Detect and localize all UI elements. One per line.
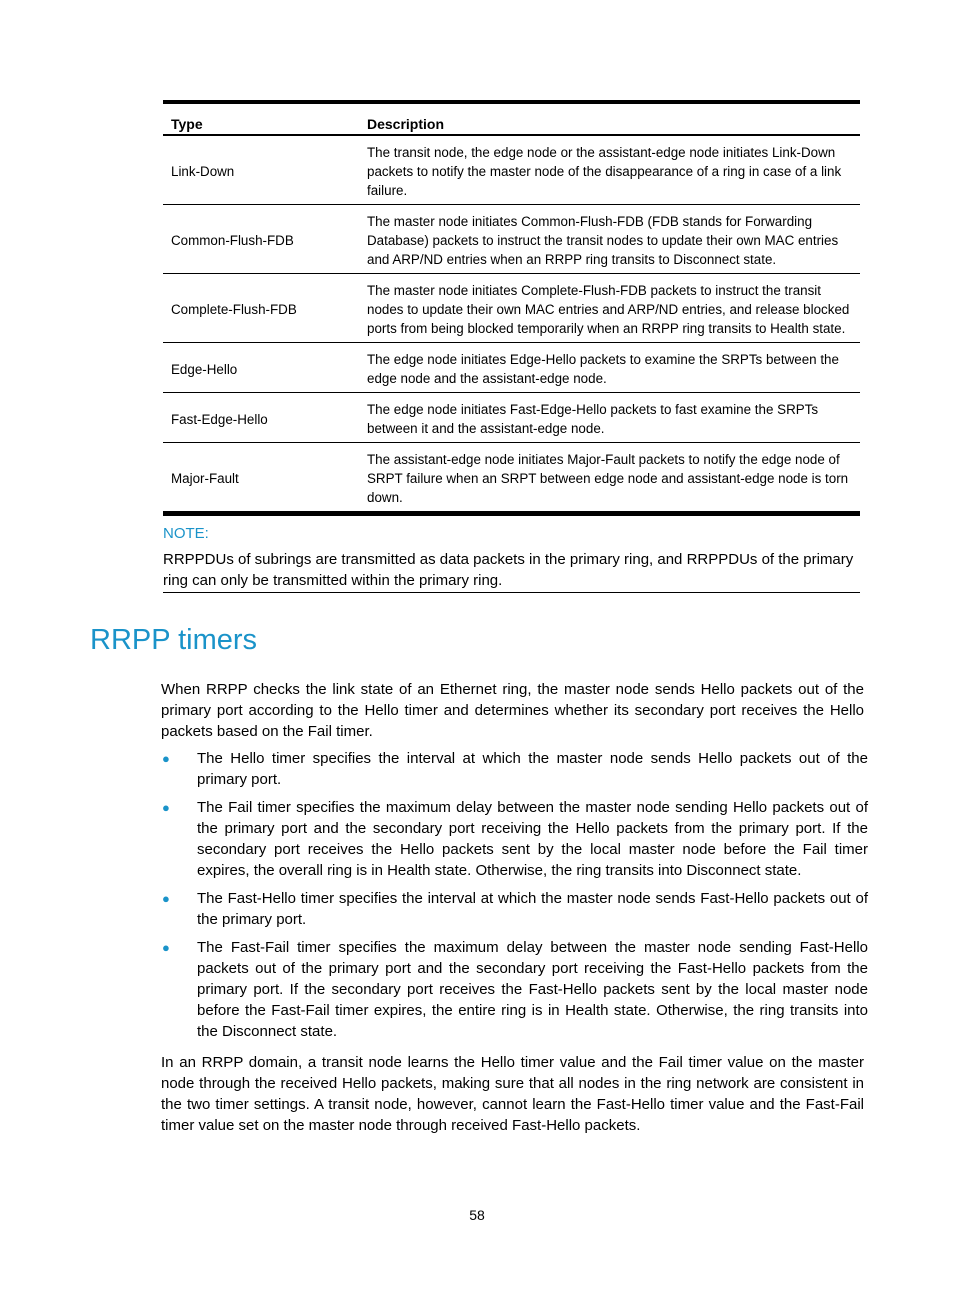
packet-type-table	[163, 100, 860, 515]
table-row	[163, 343, 860, 393]
row-type: Major-Fault	[163, 443, 359, 514]
table-row	[163, 135, 860, 205]
header-type: Type	[163, 102, 359, 135]
bullet-text: The Hello timer specifies the interval at which the master node sends Hello packets out of the primary port.	[197, 750, 868, 788]
table-row	[163, 274, 860, 343]
row-description: The master node initiates Common-Flush-FDB (FDB stands for Forwarding Database) packets to instruct the transit nodes to update their own MAC entries and ARP/ND entries when an RRPP ring transits to Disconnect state.	[359, 205, 860, 274]
list-item	[161, 748, 868, 790]
bullet-text: The Fail timer specifies the maximum delay between the master node sending Hello packets out of the primary port and the secondary port receiving the Hello packets from the primary port. If the secondary port receives the Hello packets sent by the local master node before the Fail timer expires, the overall ring is in Health state. Otherwise, the ring transits into Disconnect state.	[197, 799, 868, 879]
list-item	[161, 937, 868, 1042]
row-description: The transit node, the edge node or the assistant-edge node initiates Link-Down packets to notify the master node of the disappearance of a ring in case of a link failure.	[359, 135, 860, 205]
table-row	[163, 443, 860, 514]
table-row	[163, 393, 860, 443]
bullet-icon: ●	[162, 940, 170, 955]
table-header-row	[163, 102, 860, 135]
section-title: RRPP timers	[90, 624, 258, 656]
note-box	[163, 515, 860, 593]
timer-bullet-list	[161, 748, 868, 1049]
list-item	[161, 797, 868, 881]
page-number: 58	[469, 1207, 485, 1223]
row-description: The assistant-edge node initiates Major-Fault packets to notify the edge node of SRPT failure when an SRPT between edge node and assistant-edge node is torn down.	[359, 443, 860, 514]
bullet-icon: ●	[162, 751, 170, 766]
row-type: Edge-Hello	[163, 343, 359, 393]
bullet-icon: ●	[162, 891, 170, 906]
bullet-text: The Fast-Fail timer specifies the maximum delay between the master node sending Fast-Hello packets out of the primary port and the secondary port receiving the Fast-Hello packets from the primary port. If the secondary port receives the Fast-Hello packets sent by the local master node before the Fast-Fail timer expires, the entire ring is in Health state. Otherwise, the ring transits into the Disconnect state.	[197, 939, 868, 1040]
table-row	[163, 205, 860, 274]
bullet-icon: ●	[162, 800, 170, 815]
row-description: The master node initiates Complete-Flush-FDB packets to instruct the transit nodes to update their own MAC entries and ARP/ND entries, and release blocked ports from being blocked temporarily when an RRPP ring transits to Health state.	[359, 274, 860, 343]
intro-paragraph: When RRPP checks the link state of an Ethernet ring, the master node sends Hello packets out of the primary port according to the Hello timer and determines whether its secondary port receives the Hello packets based on the Fail timer.	[161, 681, 864, 740]
row-type: Complete-Flush-FDB	[163, 274, 359, 343]
header-description: Description	[359, 102, 860, 135]
list-item	[161, 888, 868, 930]
row-description: The edge node initiates Edge-Hello packets to examine the SRPTs between the edge node and the assistant-edge node.	[359, 343, 860, 393]
bullet-text: The Fast-Hello timer specifies the interval at which the master node sends Fast-Hello packets out of the primary port.	[197, 890, 868, 928]
note-text: RRPPDUs of subrings are transmitted as data packets in the primary ring, and RRPPDUs of the primary ring can only be transmitted within the primary ring.	[163, 551, 854, 589]
row-type: Link-Down	[163, 135, 359, 205]
closing-paragraph: In an RRPP domain, a transit node learns the Hello timer value and the Fail timer value on the master node through the received Hello packets, making sure that all nodes in the ring network are consistent in the two timer settings. A transit node, however, cannot learn the Fast-Hello timer value and the Fast-Fail timer value set on the master node through received Fast-Hello packets.	[161, 1054, 864, 1134]
row-type: Fast-Edge-Hello	[163, 393, 359, 443]
row-description: The edge node initiates Fast-Edge-Hello packets to fast examine the SRPTs between it and the assistant-edge node.	[359, 393, 860, 443]
row-type: Common-Flush-FDB	[163, 205, 359, 274]
packet-type-table-grid	[163, 100, 860, 515]
note-label: NOTE:	[163, 525, 209, 542]
